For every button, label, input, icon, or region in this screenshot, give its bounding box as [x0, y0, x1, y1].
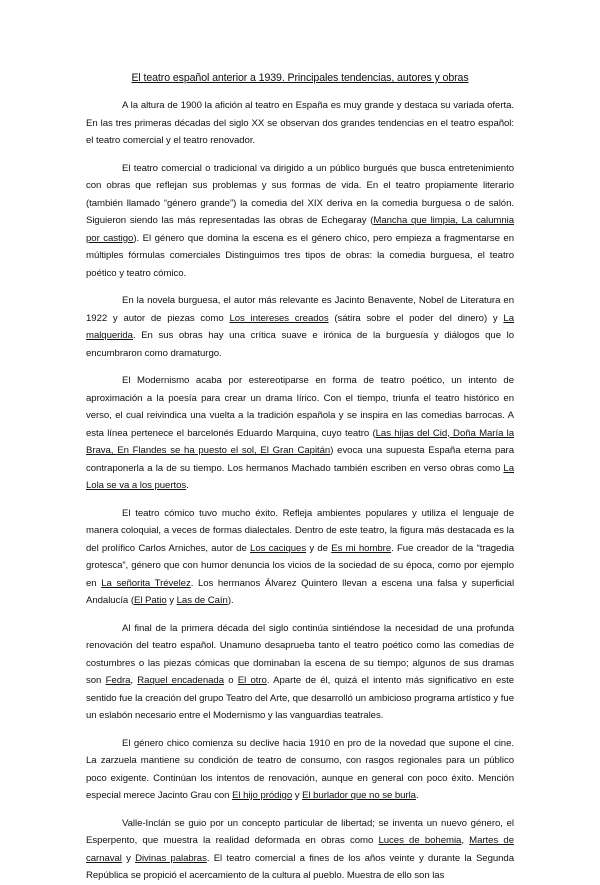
paragraph [86, 160, 514, 283]
work-title: Luces de bohemia [378, 835, 462, 846]
work-title: La malquerida [86, 312, 514, 341]
paragraph [86, 372, 514, 495]
paragraph-text: ). [227, 595, 234, 606]
work-title: Los caciques [250, 542, 307, 554]
paragraph [86, 815, 514, 885]
paragraph-text: y [292, 790, 303, 801]
paragraph-text: ). El género que domina la escena es el género chico, pero empieza a fragmentarse en múltiples fórmulas comerciales Distinguimos tres tipos de obras: la comedia burguesa, el teatro poético y teatro cómico. [86, 232, 514, 279]
paragraph-text: , [130, 675, 138, 686]
work-title: Las de Caín [176, 595, 228, 606]
paragraph-text: . El teatro comercial a fines de los años veinte y durante la Segunda República se propició el acercamiento de la cultura al pueblo. Muestra de ello son las [86, 852, 515, 881]
paragraph-text: . Fue creador de la “tragedia grotesca”, género que con humor denuncia los vicios de la sociedad de su época, como por ejemplo en [86, 542, 514, 589]
paragraph-text: (sátira sobre el poder del dinero) y [328, 312, 504, 324]
paragraph [86, 505, 514, 610]
paragraph-text: . [415, 790, 419, 801]
paragraph-text: El teatro comercial o tradicional va dirigido a un público burgués que busca entretenimiento con obras que reflejan sus problemas y sus formas de vida. En el teatro propiamente literario (también llamado “género grande”) la comedia del XIX deriva en la comedia burguesa o de salón. Siguieron siendo las más representadas las obras de Echegaray ( [86, 162, 514, 226]
work-title: El hijo pródigo [232, 790, 293, 801]
paragraph [86, 292, 514, 362]
paragraph-text: Valle-Inclán se guio por un concepto particular de libertad; se inventa un nuevo género, el Esperpento, que muestra la realidad deformada en obras como [86, 817, 514, 846]
paragraph-text: y [166, 595, 177, 606]
paragraph-text: y de [306, 542, 332, 554]
work-title: El otro [237, 675, 267, 686]
work-title: El burlador que no se burla [302, 790, 416, 801]
paragraph-text: y [121, 852, 136, 864]
paragraph [86, 620, 514, 725]
paragraph-text: A la altura de 1900 la afición al teatro en España es muy grande y destaca su variada oferta. En las tres primeras décadas del siglo XX se observan dos grandes tendencias en el teatro español: el teatro comercial y el teatro renovador. [86, 100, 514, 146]
work-title: Mancha que limpia, La calumnia por castigo [86, 215, 514, 244]
paragraph-text: Al final de la primera década del siglo continúa sintiéndose la necesidad de una profunda renovación del teatro español. Unamuno desaprueba tanto el teatro poético como las comedias de costumbres o las piezas cómicas que dominaban la escena de su tiempo; algunos de sus dramas son [86, 622, 514, 686]
work-title: Las hijas del Cid, Doña María la Brava, En Flandes se ha puesto el sol, El Gran Capitán [86, 427, 514, 456]
paragraph-text: El teatro cómico tuvo mucho éxito. Refleja ambientes populares y utiliza el lenguaje de manera coloquial, a veces de formas dialectales. Dentro de este teatro, la figura más destacada es la del prolífico Carlos Arniches, autor de [86, 507, 514, 554]
document-body [86, 97, 514, 885]
paragraph-text: . Aparte de él, quizá el intento más significativo en este sentido fue la creación del grupo Teatro del Arte, que desarrolló un ambicioso programa artístico y fue un eslabón necesario entre el Modernismo y las vanguardias teatrales. [86, 675, 514, 721]
paragraph-text: o [223, 675, 238, 686]
paragraph [86, 97, 514, 150]
paragraph-text: . Los hermanos Álvarez Quintero llevan a escena una falsa y superficial Andalucía ( [86, 577, 515, 606]
paragraph-text: En la novela burguesa, el autor más relevante es Jacinto Benavente, Nobel de Literatura en 1922 y autor de piezas como [86, 295, 514, 324]
paragraph [86, 735, 514, 805]
paragraph-text: . [186, 480, 189, 491]
work-title: Los intereses creados [229, 312, 329, 324]
work-title: La señorita Trévelez [101, 577, 191, 589]
work-title: Raquel encadenada [137, 675, 224, 686]
paragraph-text: El género chico comienza su declive hacia 1910 en pro de la novedad que supone el cine. La zarzuela mantiene su condición de teatro de consumo, con rasgos regionales para un público poco exigente. Continúan los intentos de renovación, aunque en general con poco éxito. Mención especial merece Jacinto Grau con [86, 737, 514, 801]
work-title: El Patio [133, 595, 167, 606]
work-title: Divinas palabras [135, 852, 207, 864]
paragraph-text: ) evoca una supuesta España eterna para contraponerla a la de su tiempo. Los hermanos Machado también escriben en verso obras como [86, 445, 514, 474]
work-title: Es mi hombre [331, 542, 392, 554]
paragraph-text: . En sus obras hay una crítica suave e irónica de la burguesía y diálogos que lo encumbraron como dramaturgo. [86, 330, 514, 359]
paragraph-text: El Modernismo acaba por estereotiparse en forma de teatro poético, un intento de aproximación a la poesía para crear un drama lírico. Con el tiempo, triunfa el teatro histórico en verso, el cual reivindica una vuelta a la tradición española y se inspira en las comedias barrocas. A esta línea pertenece el barcelonés Eduardo Marquina, cuyo teatro ( [86, 375, 514, 439]
work-title: Martes de carnaval [86, 835, 514, 864]
document-title: El teatro español anterior a 1939. Principales tendencias, autores y obras [131, 72, 469, 84]
paragraph-text: , [461, 835, 470, 846]
work-title: Fedra [105, 675, 131, 686]
work-title: La Lola se va a los puertos [86, 462, 514, 491]
